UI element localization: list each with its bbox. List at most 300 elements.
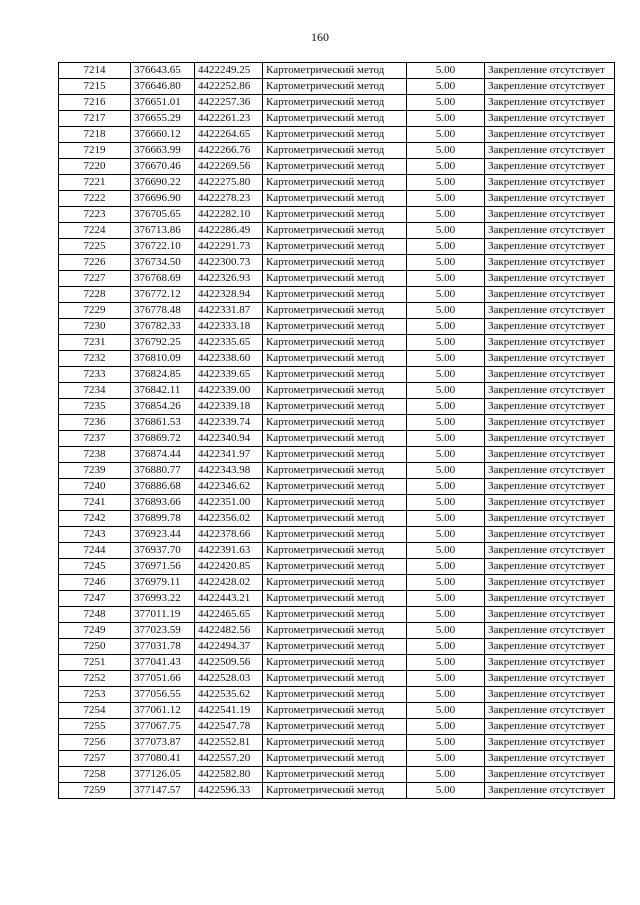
accuracy-cell: 5.00 — [407, 319, 485, 335]
point-number-cell: 7228 — [59, 287, 131, 303]
table-row — [59, 575, 615, 591]
point-number-cell: 7225 — [59, 239, 131, 255]
method-cell: Картометрический метод — [263, 415, 407, 431]
point-number-cell: 7248 — [59, 607, 131, 623]
x-coordinate-cell: 377080.41 — [131, 751, 195, 767]
x-coordinate-cell: 376655.29 — [131, 111, 195, 127]
table-row — [59, 767, 615, 783]
y-coordinate-cell: 4422339.74 — [195, 415, 263, 431]
method-cell: Картометрический метод — [263, 191, 407, 207]
fixing-cell: Закрепление отсутствует — [485, 223, 615, 239]
x-coordinate-cell: 376663.99 — [131, 143, 195, 159]
y-coordinate-cell: 4422596.33 — [195, 783, 263, 799]
x-coordinate-cell: 376696.90 — [131, 191, 195, 207]
method-cell: Картометрический метод — [263, 495, 407, 511]
table-row — [59, 719, 615, 735]
accuracy-cell: 5.00 — [407, 623, 485, 639]
y-coordinate-cell: 4422340.94 — [195, 431, 263, 447]
fixing-cell: Закрепление отсутствует — [485, 159, 615, 175]
method-cell: Картометрический метод — [263, 79, 407, 95]
x-coordinate-cell: 377023.59 — [131, 623, 195, 639]
point-number-cell: 7229 — [59, 303, 131, 319]
x-coordinate-cell: 376734.50 — [131, 255, 195, 271]
accuracy-cell: 5.00 — [407, 607, 485, 623]
point-number-cell: 7231 — [59, 335, 131, 351]
x-coordinate-cell: 376782.33 — [131, 319, 195, 335]
fixing-cell: Закрепление отсутствует — [485, 191, 615, 207]
x-coordinate-cell: 377061.12 — [131, 703, 195, 719]
method-cell: Картометрический метод — [263, 367, 407, 383]
fixing-cell: Закрепление отсутствует — [485, 639, 615, 655]
y-coordinate-cell: 4422339.65 — [195, 367, 263, 383]
method-cell: Картометрический метод — [263, 303, 407, 319]
accuracy-cell: 5.00 — [407, 447, 485, 463]
table-row — [59, 463, 615, 479]
fixing-cell: Закрепление отсутствует — [485, 287, 615, 303]
fixing-cell: Закрепление отсутствует — [485, 127, 615, 143]
table-row — [59, 351, 615, 367]
y-coordinate-cell: 4422331.87 — [195, 303, 263, 319]
method-cell: Картометрический метод — [263, 159, 407, 175]
method-cell: Картометрический метод — [263, 751, 407, 767]
fixing-cell: Закрепление отсутствует — [485, 495, 615, 511]
table-row — [59, 159, 615, 175]
fixing-cell: Закрепление отсутствует — [485, 351, 615, 367]
method-cell: Картометрический метод — [263, 223, 407, 239]
method-cell: Картометрический метод — [263, 383, 407, 399]
method-cell: Картометрический метод — [263, 783, 407, 799]
y-coordinate-cell: 4422547.78 — [195, 719, 263, 735]
fixing-cell: Закрепление отсутствует — [485, 143, 615, 159]
point-number-cell: 7243 — [59, 527, 131, 543]
method-cell: Картометрический метод — [263, 287, 407, 303]
table-row — [59, 319, 615, 335]
method-cell: Картометрический метод — [263, 623, 407, 639]
point-number-cell: 7226 — [59, 255, 131, 271]
accuracy-cell: 5.00 — [407, 543, 485, 559]
accuracy-cell: 5.00 — [407, 575, 485, 591]
method-cell: Картометрический метод — [263, 271, 407, 287]
point-number-cell: 7233 — [59, 367, 131, 383]
y-coordinate-cell: 4422264.65 — [195, 127, 263, 143]
accuracy-cell: 5.00 — [407, 463, 485, 479]
x-coordinate-cell: 377126.05 — [131, 767, 195, 783]
table-row — [59, 655, 615, 671]
y-coordinate-cell: 4422346.62 — [195, 479, 263, 495]
x-coordinate-cell: 376861.53 — [131, 415, 195, 431]
fixing-cell: Закрепление отсутствует — [485, 415, 615, 431]
point-number-cell: 7247 — [59, 591, 131, 607]
method-cell: Картометрический метод — [263, 575, 407, 591]
accuracy-cell: 5.00 — [407, 111, 485, 127]
accuracy-cell: 5.00 — [407, 527, 485, 543]
accuracy-cell: 5.00 — [407, 399, 485, 415]
fixing-cell: Закрепление отсутствует — [485, 319, 615, 335]
x-coordinate-cell: 377031.78 — [131, 639, 195, 655]
point-number-cell: 7239 — [59, 463, 131, 479]
table-row — [59, 95, 615, 111]
table-row — [59, 671, 615, 687]
fixing-cell: Закрепление отсутствует — [485, 559, 615, 575]
fixing-cell: Закрепление отсутствует — [485, 511, 615, 527]
x-coordinate-cell: 376768.69 — [131, 271, 195, 287]
y-coordinate-cell: 4422443.21 — [195, 591, 263, 607]
point-number-cell: 7246 — [59, 575, 131, 591]
fixing-cell: Закрепление отсутствует — [485, 671, 615, 687]
accuracy-cell: 5.00 — [407, 79, 485, 95]
method-cell: Картометрический метод — [263, 607, 407, 623]
fixing-cell: Закрепление отсутствует — [485, 623, 615, 639]
x-coordinate-cell: 376993.22 — [131, 591, 195, 607]
method-cell: Картометрический метод — [263, 735, 407, 751]
table-row — [59, 447, 615, 463]
fixing-cell: Закрепление отсутствует — [485, 655, 615, 671]
method-cell: Картометрический метод — [263, 207, 407, 223]
table-row — [59, 79, 615, 95]
point-number-cell: 7241 — [59, 495, 131, 511]
fixing-cell: Закрепление отсутствует — [485, 479, 615, 495]
fixing-cell: Закрепление отсутствует — [485, 303, 615, 319]
table-row — [59, 751, 615, 767]
accuracy-cell: 5.00 — [407, 351, 485, 367]
y-coordinate-cell: 4422282.10 — [195, 207, 263, 223]
x-coordinate-cell: 376824.85 — [131, 367, 195, 383]
fixing-cell: Закрепление отсутствует — [485, 751, 615, 767]
table-row — [59, 511, 615, 527]
method-cell: Картометрический метод — [263, 239, 407, 255]
x-coordinate-cell: 376893.66 — [131, 495, 195, 511]
point-number-cell: 7253 — [59, 687, 131, 703]
point-number-cell: 7257 — [59, 751, 131, 767]
point-number-cell: 7244 — [59, 543, 131, 559]
method-cell: Картометрический метод — [263, 655, 407, 671]
table-row — [59, 207, 615, 223]
x-coordinate-cell: 377056.55 — [131, 687, 195, 703]
fixing-cell: Закрепление отсутствует — [485, 271, 615, 287]
y-coordinate-cell: 4422339.18 — [195, 399, 263, 415]
y-coordinate-cell: 4422351.00 — [195, 495, 263, 511]
y-coordinate-cell: 4422333.18 — [195, 319, 263, 335]
table-row — [59, 735, 615, 751]
table-row — [59, 367, 615, 383]
x-coordinate-cell: 376705.65 — [131, 207, 195, 223]
fixing-cell: Закрепление отсутствует — [485, 719, 615, 735]
method-cell: Картометрический метод — [263, 511, 407, 527]
point-number-cell: 7222 — [59, 191, 131, 207]
method-cell: Картометрический метод — [263, 127, 407, 143]
method-cell: Картометрический метод — [263, 591, 407, 607]
table-row — [59, 495, 615, 511]
table-row — [59, 687, 615, 703]
x-coordinate-cell: 376971.56 — [131, 559, 195, 575]
fixing-cell: Закрепление отсутствует — [485, 367, 615, 383]
point-number-cell: 7238 — [59, 447, 131, 463]
point-number-cell: 7245 — [59, 559, 131, 575]
method-cell: Картометрический метод — [263, 687, 407, 703]
x-coordinate-cell: 376899.78 — [131, 511, 195, 527]
y-coordinate-cell: 4422286.49 — [195, 223, 263, 239]
fixing-cell: Закрепление отсутствует — [485, 239, 615, 255]
x-coordinate-cell: 376722.10 — [131, 239, 195, 255]
accuracy-cell: 5.00 — [407, 655, 485, 671]
x-coordinate-cell: 376886.68 — [131, 479, 195, 495]
x-coordinate-cell: 376778.48 — [131, 303, 195, 319]
accuracy-cell: 5.00 — [407, 735, 485, 751]
accuracy-cell: 5.00 — [407, 143, 485, 159]
fixing-cell: Закрепление отсутствует — [485, 527, 615, 543]
point-number-cell: 7249 — [59, 623, 131, 639]
fixing-cell: Закрепление отсутствует — [485, 111, 615, 127]
accuracy-cell: 5.00 — [407, 767, 485, 783]
point-number-cell: 7216 — [59, 95, 131, 111]
y-coordinate-cell: 4422494.37 — [195, 639, 263, 655]
table-row — [59, 239, 615, 255]
y-coordinate-cell: 4422275.80 — [195, 175, 263, 191]
accuracy-cell: 5.00 — [407, 511, 485, 527]
accuracy-cell: 5.00 — [407, 783, 485, 799]
accuracy-cell: 5.00 — [407, 127, 485, 143]
fixing-cell: Закрепление отсутствует — [485, 575, 615, 591]
x-coordinate-cell: 376937.70 — [131, 543, 195, 559]
y-coordinate-cell: 4422343.98 — [195, 463, 263, 479]
table-row — [59, 559, 615, 575]
y-coordinate-cell: 4422509.56 — [195, 655, 263, 671]
y-coordinate-cell: 4422291.73 — [195, 239, 263, 255]
accuracy-cell: 5.00 — [407, 639, 485, 655]
y-coordinate-cell: 4422541.19 — [195, 703, 263, 719]
table-row — [59, 271, 615, 287]
table-row — [59, 303, 615, 319]
method-cell: Картометрический метод — [263, 463, 407, 479]
method-cell: Картометрический метод — [263, 447, 407, 463]
y-coordinate-cell: 4422482.56 — [195, 623, 263, 639]
x-coordinate-cell: 377067.75 — [131, 719, 195, 735]
x-coordinate-cell: 376713.86 — [131, 223, 195, 239]
x-coordinate-cell: 377041.43 — [131, 655, 195, 671]
table-row — [59, 223, 615, 239]
fixing-cell: Закрепление отсутствует — [485, 687, 615, 703]
method-cell: Картометрический метод — [263, 111, 407, 127]
y-coordinate-cell: 4422582.80 — [195, 767, 263, 783]
method-cell: Картометрический метод — [263, 399, 407, 415]
fixing-cell: Закрепление отсутствует — [485, 591, 615, 607]
table-row — [59, 335, 615, 351]
fixing-cell: Закрепление отсутствует — [485, 79, 615, 95]
fixing-cell: Закрепление отсутствует — [485, 383, 615, 399]
table-row — [59, 399, 615, 415]
y-coordinate-cell: 4422339.00 — [195, 383, 263, 399]
fixing-cell: Закрепление отсутствует — [485, 335, 615, 351]
table-row — [59, 543, 615, 559]
point-number-cell: 7240 — [59, 479, 131, 495]
method-cell: Картометрический метод — [263, 255, 407, 271]
coordinates-table — [58, 62, 615, 799]
point-number-cell: 7254 — [59, 703, 131, 719]
x-coordinate-cell: 376842.11 — [131, 383, 195, 399]
method-cell: Картометрический метод — [263, 335, 407, 351]
point-number-cell: 7234 — [59, 383, 131, 399]
accuracy-cell: 5.00 — [407, 63, 485, 79]
point-number-cell: 7214 — [59, 63, 131, 79]
point-number-cell: 7217 — [59, 111, 131, 127]
y-coordinate-cell: 4422261.23 — [195, 111, 263, 127]
accuracy-cell: 5.00 — [407, 431, 485, 447]
y-coordinate-cell: 4422300.73 — [195, 255, 263, 271]
y-coordinate-cell: 4422252.86 — [195, 79, 263, 95]
fixing-cell: Закрепление отсутствует — [485, 607, 615, 623]
accuracy-cell: 5.00 — [407, 207, 485, 223]
x-coordinate-cell: 376880.77 — [131, 463, 195, 479]
y-coordinate-cell: 4422341.97 — [195, 447, 263, 463]
x-coordinate-cell: 376690.22 — [131, 175, 195, 191]
x-coordinate-cell: 376874.44 — [131, 447, 195, 463]
fixing-cell: Закрепление отсутствует — [485, 95, 615, 111]
fixing-cell: Закрепление отсутствует — [485, 207, 615, 223]
table-row — [59, 383, 615, 399]
y-coordinate-cell: 4422528.03 — [195, 671, 263, 687]
point-number-cell: 7256 — [59, 735, 131, 751]
x-coordinate-cell: 377073.87 — [131, 735, 195, 751]
point-number-cell: 7223 — [59, 207, 131, 223]
y-coordinate-cell: 4422335.65 — [195, 335, 263, 351]
fixing-cell: Закрепление отсутствует — [485, 463, 615, 479]
table-row — [59, 175, 615, 191]
y-coordinate-cell: 4422420.85 — [195, 559, 263, 575]
table-row — [59, 639, 615, 655]
method-cell: Картометрический метод — [263, 767, 407, 783]
y-coordinate-cell: 4422328.94 — [195, 287, 263, 303]
point-number-cell: 7251 — [59, 655, 131, 671]
x-coordinate-cell: 377051.66 — [131, 671, 195, 687]
x-coordinate-cell: 376651.01 — [131, 95, 195, 111]
y-coordinate-cell: 4422338.60 — [195, 351, 263, 367]
x-coordinate-cell: 376646.80 — [131, 79, 195, 95]
accuracy-cell: 5.00 — [407, 559, 485, 575]
accuracy-cell: 5.00 — [407, 719, 485, 735]
fixing-cell: Закрепление отсутствует — [485, 175, 615, 191]
accuracy-cell: 5.00 — [407, 175, 485, 191]
method-cell: Картометрический метод — [263, 95, 407, 111]
point-number-cell: 7242 — [59, 511, 131, 527]
fixing-cell: Закрепление отсутствует — [485, 255, 615, 271]
point-number-cell: 7258 — [59, 767, 131, 783]
table-row — [59, 431, 615, 447]
coordinates-table-body — [59, 63, 615, 799]
point-number-cell: 7259 — [59, 783, 131, 799]
accuracy-cell: 5.00 — [407, 687, 485, 703]
table-row — [59, 143, 615, 159]
table-row — [59, 255, 615, 271]
method-cell: Картометрический метод — [263, 703, 407, 719]
table-row — [59, 783, 615, 799]
fixing-cell: Закрепление отсутствует — [485, 703, 615, 719]
point-number-cell: 7237 — [59, 431, 131, 447]
fixing-cell: Закрепление отсутствует — [485, 431, 615, 447]
accuracy-cell: 5.00 — [407, 671, 485, 687]
accuracy-cell: 5.00 — [407, 751, 485, 767]
y-coordinate-cell: 4422278.23 — [195, 191, 263, 207]
point-number-cell: 7221 — [59, 175, 131, 191]
y-coordinate-cell: 4422552.81 — [195, 735, 263, 751]
x-coordinate-cell: 376923.44 — [131, 527, 195, 543]
table-row — [59, 479, 615, 495]
fixing-cell: Закрепление отсутствует — [485, 447, 615, 463]
y-coordinate-cell: 4422269.56 — [195, 159, 263, 175]
x-coordinate-cell: 376643.65 — [131, 63, 195, 79]
accuracy-cell: 5.00 — [407, 271, 485, 287]
table-row — [59, 63, 615, 79]
x-coordinate-cell: 376854.26 — [131, 399, 195, 415]
point-number-cell: 7219 — [59, 143, 131, 159]
method-cell: Картометрический метод — [263, 63, 407, 79]
table-row — [59, 607, 615, 623]
method-cell: Картометрический метод — [263, 527, 407, 543]
method-cell: Картометрический метод — [263, 543, 407, 559]
fixing-cell: Закрепление отсутствует — [485, 767, 615, 783]
point-number-cell: 7232 — [59, 351, 131, 367]
accuracy-cell: 5.00 — [407, 303, 485, 319]
method-cell: Картометрический метод — [263, 639, 407, 655]
table-row — [59, 415, 615, 431]
y-coordinate-cell: 4422257.36 — [195, 95, 263, 111]
y-coordinate-cell: 4422326.93 — [195, 271, 263, 287]
x-coordinate-cell: 376810.09 — [131, 351, 195, 367]
point-number-cell: 7250 — [59, 639, 131, 655]
y-coordinate-cell: 4422557.20 — [195, 751, 263, 767]
x-coordinate-cell: 377147.57 — [131, 783, 195, 799]
method-cell: Картометрический метод — [263, 479, 407, 495]
fixing-cell: Закрепление отсутствует — [485, 63, 615, 79]
accuracy-cell: 5.00 — [407, 159, 485, 175]
accuracy-cell: 5.00 — [407, 495, 485, 511]
table-row — [59, 703, 615, 719]
method-cell: Картометрический метод — [263, 719, 407, 735]
table-row — [59, 623, 615, 639]
x-coordinate-cell: 377011.19 — [131, 607, 195, 623]
y-coordinate-cell: 4422266.76 — [195, 143, 263, 159]
accuracy-cell: 5.00 — [407, 703, 485, 719]
accuracy-cell: 5.00 — [407, 335, 485, 351]
method-cell: Картометрический метод — [263, 351, 407, 367]
method-cell: Картометрический метод — [263, 143, 407, 159]
table-row — [59, 591, 615, 607]
accuracy-cell: 5.00 — [407, 383, 485, 399]
page-number: 160 — [311, 30, 329, 44]
point-number-cell: 7227 — [59, 271, 131, 287]
x-coordinate-cell: 376869.72 — [131, 431, 195, 447]
x-coordinate-cell: 376670.46 — [131, 159, 195, 175]
x-coordinate-cell: 376979.11 — [131, 575, 195, 591]
fixing-cell: Закрепление отсутствует — [485, 735, 615, 751]
y-coordinate-cell: 4422391.63 — [195, 543, 263, 559]
point-number-cell: 7224 — [59, 223, 131, 239]
point-number-cell: 7255 — [59, 719, 131, 735]
point-number-cell: 7215 — [59, 79, 131, 95]
point-number-cell: 7220 — [59, 159, 131, 175]
point-number-cell: 7236 — [59, 415, 131, 431]
table-row — [59, 127, 615, 143]
accuracy-cell: 5.00 — [407, 95, 485, 111]
accuracy-cell: 5.00 — [407, 287, 485, 303]
x-coordinate-cell: 376772.12 — [131, 287, 195, 303]
method-cell: Картометрический метод — [263, 175, 407, 191]
table-row — [59, 111, 615, 127]
x-coordinate-cell: 376660.12 — [131, 127, 195, 143]
accuracy-cell: 5.00 — [407, 191, 485, 207]
accuracy-cell: 5.00 — [407, 223, 485, 239]
accuracy-cell: 5.00 — [407, 255, 485, 271]
fixing-cell: Закрепление отсутствует — [485, 543, 615, 559]
